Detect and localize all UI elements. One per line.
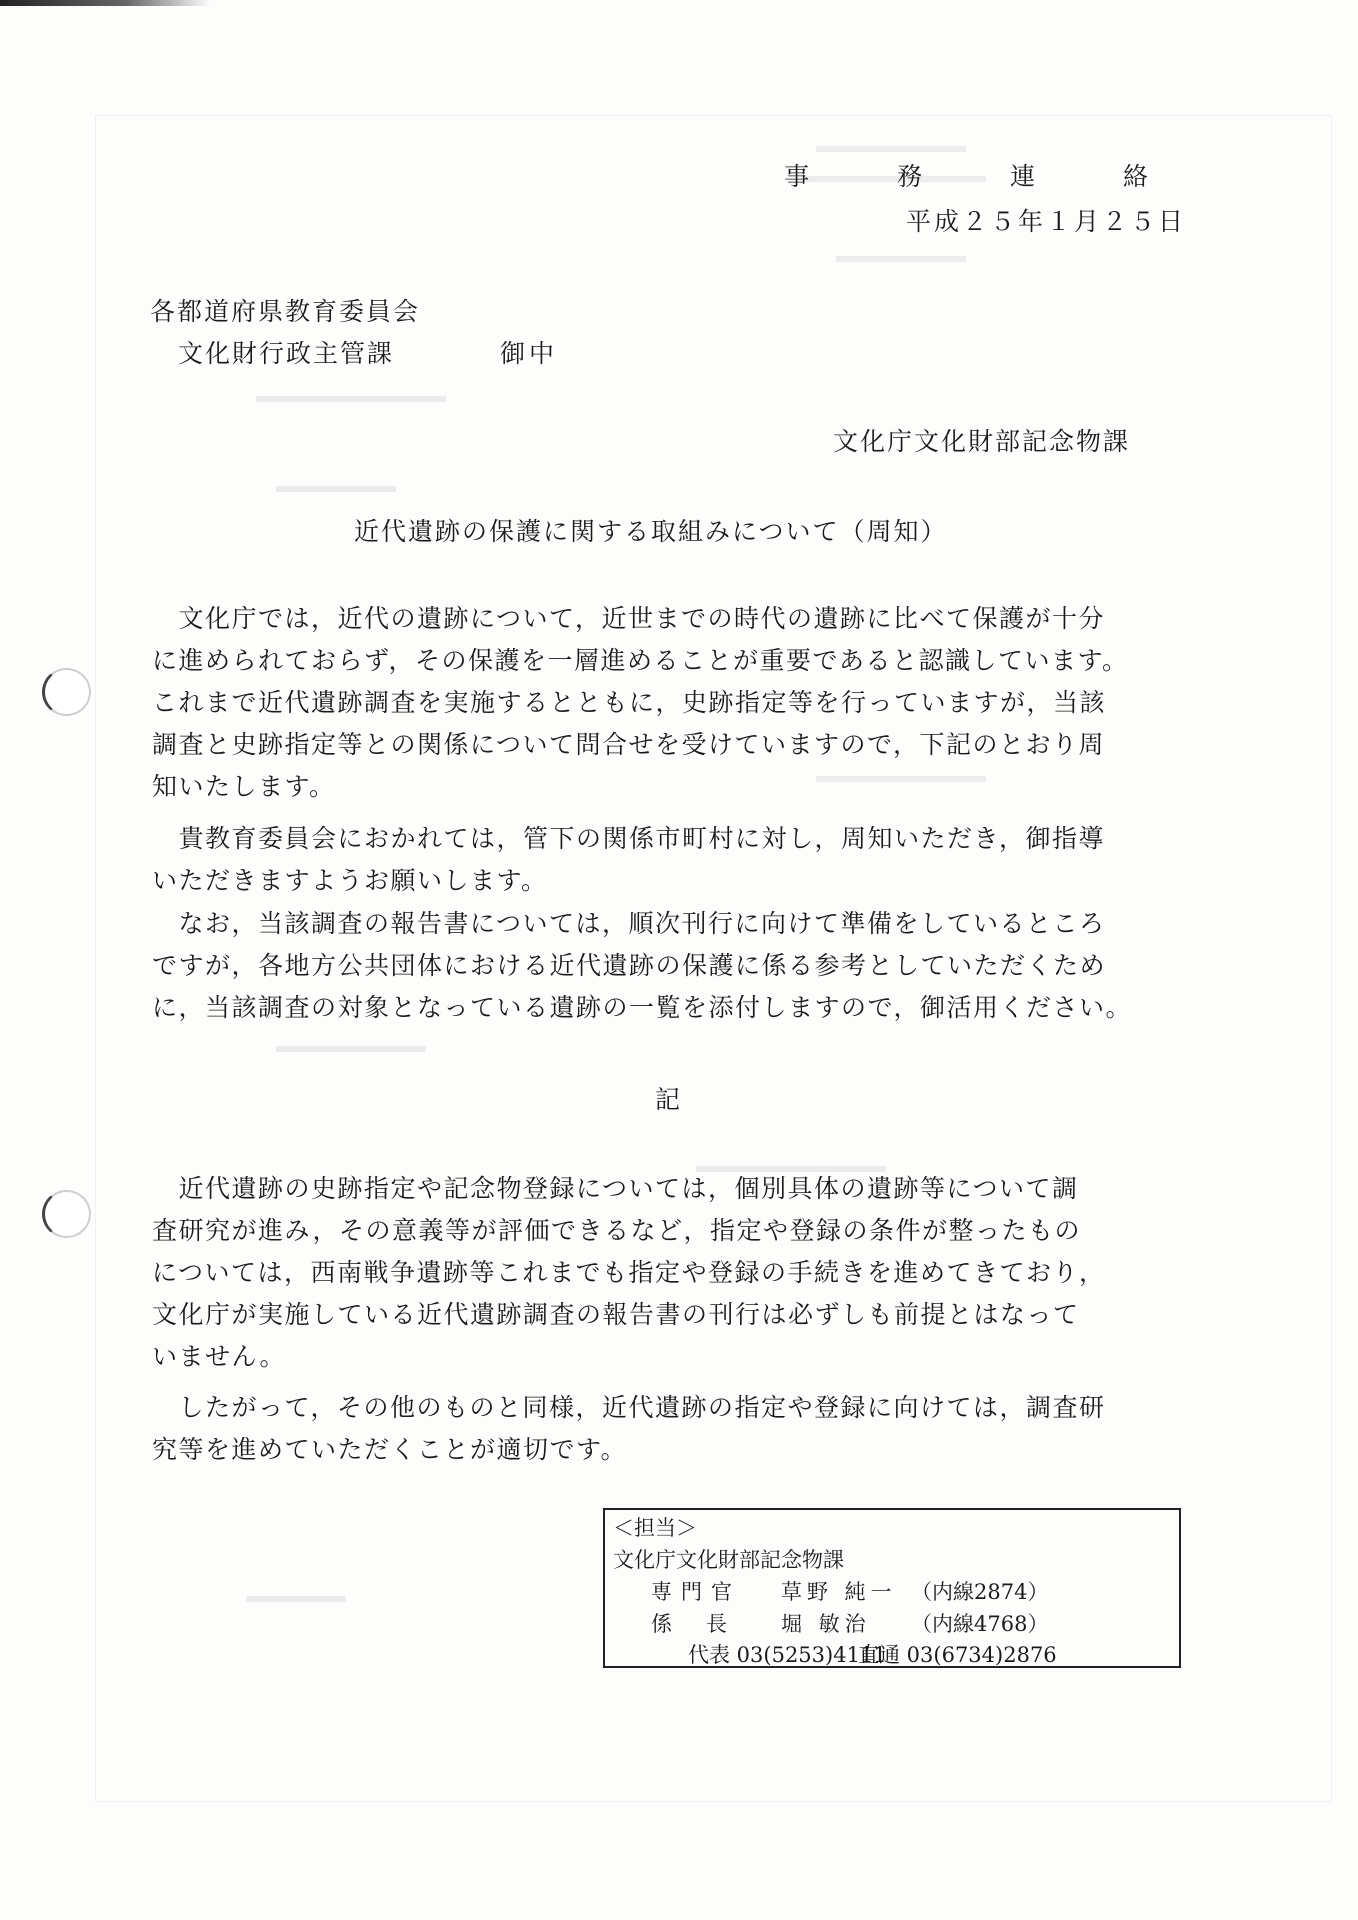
sender: 文化庁文化財部記念物課 [832,427,1130,456]
text-line: 文化庁では，近代の遺跡について，近世までの時代の遺跡に比べて保護が十分 [152,604,1106,633]
text-line: 知いたします。 [152,772,336,801]
scan-edge-mark [0,0,210,6]
text-line: いただきますようお願いします。 [152,866,548,895]
text-line: については，西南戦争遺跡等これまでも指定や登録の手続きを進めてきており， [152,1258,1106,1287]
contact-phone [688,1641,1057,1669]
text-line: 調査と史跡指定等との関係について問合せを受けていますので，下記のとおり周 [152,730,1106,759]
contact-box [603,1508,1181,1668]
phone-main: 代表 03(5253)4111 [688,1643,887,1667]
recipient-honorific: 御中 [500,339,559,368]
phone-direct: 直通 03(6734)2876 [858,1643,1057,1667]
text-line: したがって，その他のものと同様，近代遺跡の指定や登録に向けては，調査研 [152,1393,1106,1422]
text-line: 近代遺跡の史跡指定や記念物登録については，個別具体の遺跡等について調 [152,1174,1079,1203]
text-line: いません。 [152,1342,287,1371]
contact-org: 文化庁文化財部記念物課 [613,1548,844,1572]
punch-hole-bottom [42,1190,91,1238]
text-line: 究等を進めていただくことが適切です。 [152,1435,628,1464]
contact-name: 草野 純一 [781,1580,897,1604]
contact-tag: ＜担当＞ [613,1516,697,1540]
contact-person-2 [651,1610,1048,1638]
punch-hole-top [42,668,91,716]
notes-heading: 記 [655,1085,681,1114]
recipient-line-2: 文化財行政主管課 [178,339,395,368]
contact-role: 専門官 [651,1580,741,1604]
text-line: に，当該調査の対象となっている遺跡の一覧を添付しますので，御活用ください。 [152,993,1133,1022]
text-line: なお，当該調査の報告書については，順次刊行に向けて準備をしているところ [152,909,1106,938]
text-line: に進められておらず，その保護を一層進めることが重要であると認識しています。 [152,646,1129,675]
body-paragraph-3 [152,903,1182,1029]
notes-paragraph-2 [152,1387,1182,1471]
text-line: ですが，各地方公共団体における近代遺跡の保護に係る参考としていただくため [152,951,1107,980]
text-line: 貴教育委員会におかれては，管下の関係市町村に対し，周知いただき，御指導 [152,824,1106,853]
recipient-line-1: 各都道府県教育委員会 [150,297,421,326]
contact-person-1 [651,1578,1048,1606]
notes-paragraph-1 [152,1168,1182,1378]
body-paragraph-1 [152,598,1182,808]
contact-extension: （内線2874） [911,1580,1049,1604]
text-line: これまで近代遺跡調査を実施するとともに，史跡指定等を行っていますが，当該 [152,688,1107,717]
contact-extension: （内線4768） [911,1612,1049,1636]
document-title: 近代遺跡の保護に関する取組みについて（周知） [354,517,948,546]
text-line: 査研究が進み，その意義等が評価できるなど，指定や登録の条件が整ったもの [152,1216,1082,1245]
document-type: 事 務 連 絡 [784,162,1188,191]
body-paragraph-2 [152,818,1182,902]
contact-name: 堀 敏治 [781,1612,871,1636]
text-line: 文化庁が実施している近代遺跡調査の報告書の刊行は必ずしも前提とはなって [152,1300,1080,1329]
contact-role: 係長 [651,1612,761,1636]
document-date: 平成２５年１月２５日 [905,207,1186,236]
